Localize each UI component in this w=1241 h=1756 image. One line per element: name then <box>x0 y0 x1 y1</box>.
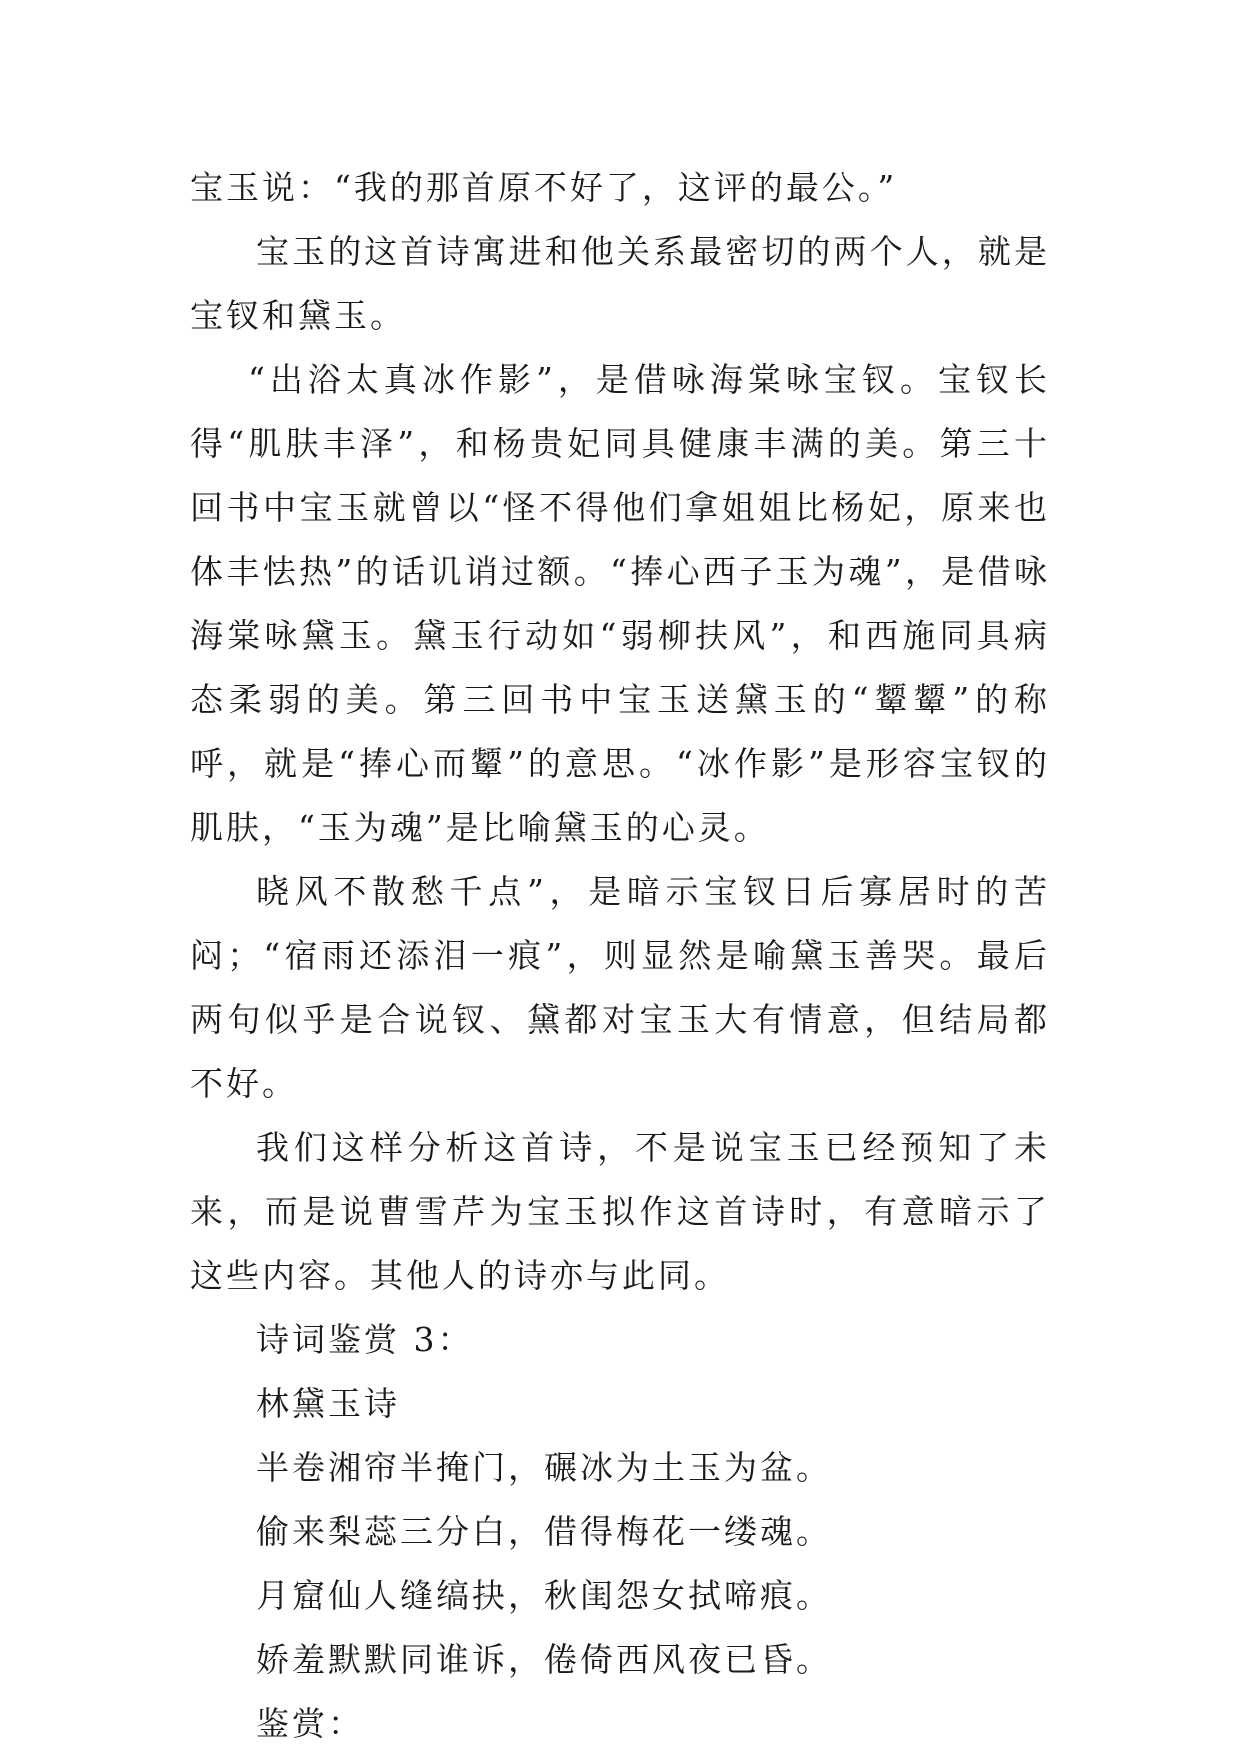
document-body <box>190 156 1050 1756</box>
paragraph-baoyu-says: 宝玉说：“我的那首原不好了，这评的最公。” <box>190 168 898 207</box>
poem-line-2: 偷来梨蕊三分白，借得梅花一缕魂。 <box>256 1512 832 1551</box>
poem-line-1: 半卷湘帘半掩门，碾冰为土玉为盆。 <box>256 1448 832 1487</box>
poem-line-4: 娇羞默默同谁诉，倦倚西风夜已昏。 <box>256 1640 832 1679</box>
poem-title: 林黛玉诗 <box>256 1384 400 1423</box>
section-heading-appreciation-3: 诗词鉴赏 3： <box>256 1320 474 1359</box>
paragraph-morning-wind-analysis: 晓风不散愁千点”，是暗示宝钗日后寡居时的苦闷；“宿雨还添泪一痕”，则显然是喻黛玉善哭。最后两句似乎是合说钗、黛都对宝玉大有情意，但结局都不好。 <box>190 872 1050 1103</box>
paragraph-analysis-conclusion: 我们这样分析这首诗，不是说宝玉已经预知了未来，而是说曹雪芹为宝玉拟作这首诗时，有意暗示了这些内容。其他人的诗亦与此同。 <box>190 1128 1050 1295</box>
poem-line-3: 月窟仙人缝缟抉，秋闺怨女拭啼痕。 <box>256 1576 832 1615</box>
appreciation-label: 鉴赏： <box>256 1704 364 1743</box>
paragraph-poem-two-people: 宝玉的这首诗寓进和他关系最密切的两个人，就是宝钗和黛玉。 <box>190 232 1050 335</box>
paragraph-ice-shadow-analysis: “出浴太真冰作影”，是借咏海棠咏宝钗。宝钗长得“肌肤丰泽”，和杨贵妃同具健康丰满的美。第三十回书中宝玉就曾以“怪不得他们拿姐姐比杨妃，原来也体丰怯热”的话讥诮过额。“捧心西子玉为魂”，是借咏海棠咏黛玉。黛玉行动如“弱柳扶风”，和西施同具病态柔弱的美。第三回书中宝玉送黛玉的“颦颦”的称呼，就是“捧心而颦”的意思。“冰作影”是形容宝钗的肌肤，“玉为魂”是比喻黛玉的心灵。 <box>190 360 1050 847</box>
